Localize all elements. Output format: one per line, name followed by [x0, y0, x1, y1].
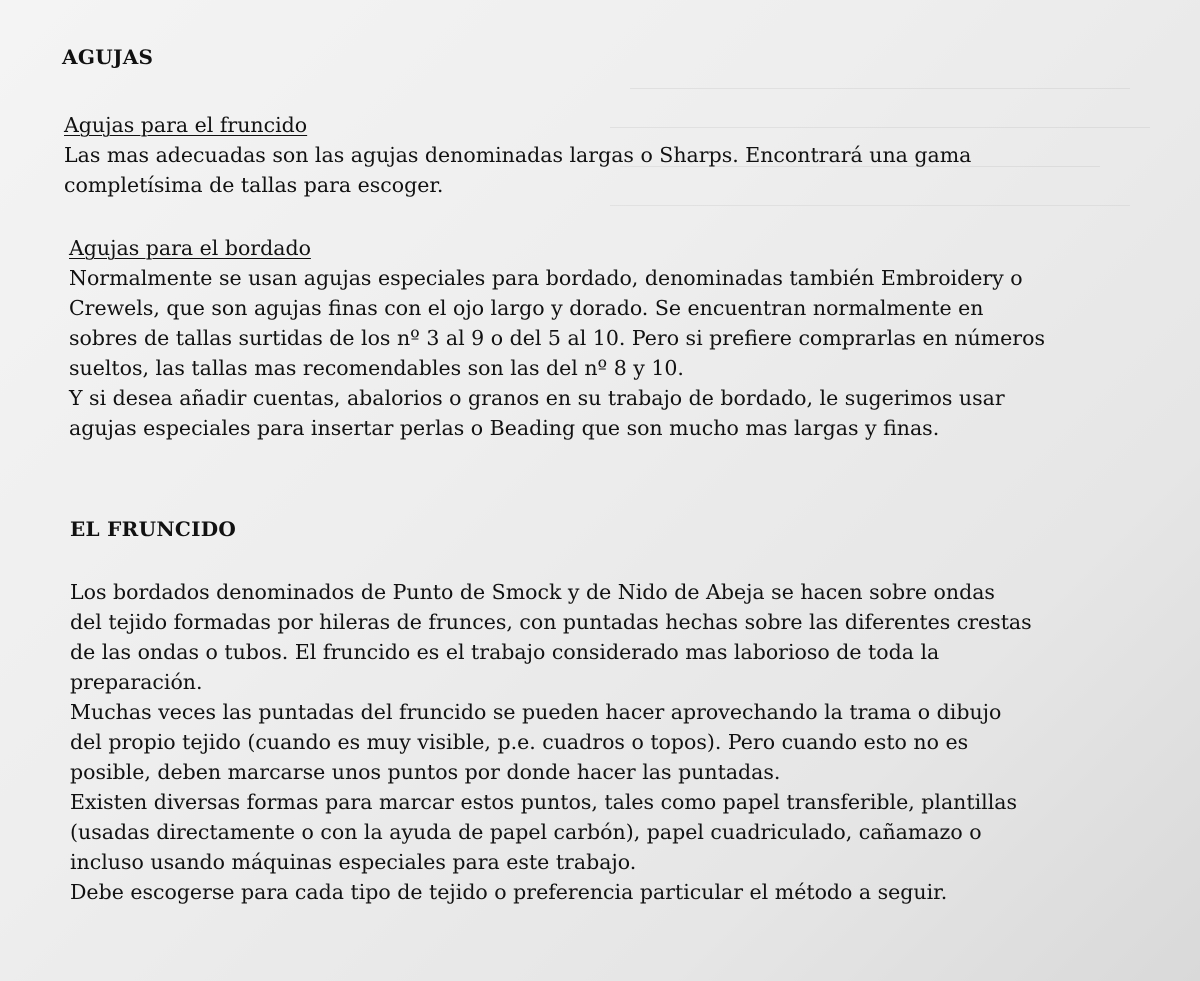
text-line: Y si desea añadir cuentas, abalorios o granos en su trabajo de bordado, le sugerimos usar — [69, 386, 1005, 410]
paragraph-el-fruncido — [70, 577, 1032, 907]
text-line: del tejido formadas por hileras de frunces, con puntadas hechas sobre las diferentes crestas — [70, 610, 1032, 634]
text-line: (usadas directamente o con la ayuda de papel carbón), papel cuadriculado, cañamazo o — [70, 820, 982, 844]
text-line: de las ondas o tubos. El fruncido es el trabajo considerado mas laborioso de toda la — [70, 640, 940, 664]
subheading-agujas-fruncido: Agujas para el fruncido — [64, 113, 308, 137]
text-line: agujas especiales para insertar perlas o Beading que son mucho mas largas y finas. — [69, 416, 940, 440]
text-line: Debe escogerse para cada tipo de tejido o preferencia particular el método a seguir. — [70, 880, 948, 904]
text-line: sueltos, las tallas mas recomendables son las del nº 8 y 10. — [69, 356, 684, 380]
text-line: completísima de tallas para escoger. — [64, 173, 444, 197]
text-line: Existen diversas formas para marcar estos puntos, tales como papel transferible, plantillas — [70, 790, 1018, 814]
text-line: Muchas veces las puntadas del fruncido se pueden hacer aprovechando la trama o dibujo — [70, 700, 1002, 724]
subheading-agujas-bordado: Agujas para el bordado — [69, 236, 311, 260]
text-line: Las mas adecuadas son las agujas denominadas largas o Sharps. Encontrará una gama — [64, 143, 972, 167]
text-line: incluso usando máquinas especiales para este trabajo. — [70, 850, 637, 874]
paragraph-agujas-bordado — [69, 233, 1045, 443]
text-line: preparación. — [70, 670, 203, 694]
section-title-agujas: AGUJAS — [62, 45, 154, 69]
text-line: del propio tejido (cuando es muy visible, p.e. cuadros o topos). Pero cuando esto no es — [70, 730, 969, 754]
text-line: Crewels, que son agujas finas con el ojo largo y dorado. Se encuentran normalmente en — [69, 296, 984, 320]
paragraph-agujas-fruncido — [64, 110, 971, 200]
text-line: Normalmente se usan agujas especiales para bordado, denominadas también Embroidery o — [69, 266, 1023, 290]
text-line: posible, deben marcarse unos puntos por donde hacer las puntadas. — [70, 760, 781, 784]
section-title-el-fruncido: EL FRUNCIDO — [70, 517, 237, 541]
text-line: Los bordados denominados de Punto de Smock y de Nido de Abeja se hacen sobre ondas — [70, 580, 995, 604]
text-line: sobres de tallas surtidas de los nº 3 al 9 o del 5 al 10. Pero si prefiere comprarlas en números — [69, 326, 1045, 350]
